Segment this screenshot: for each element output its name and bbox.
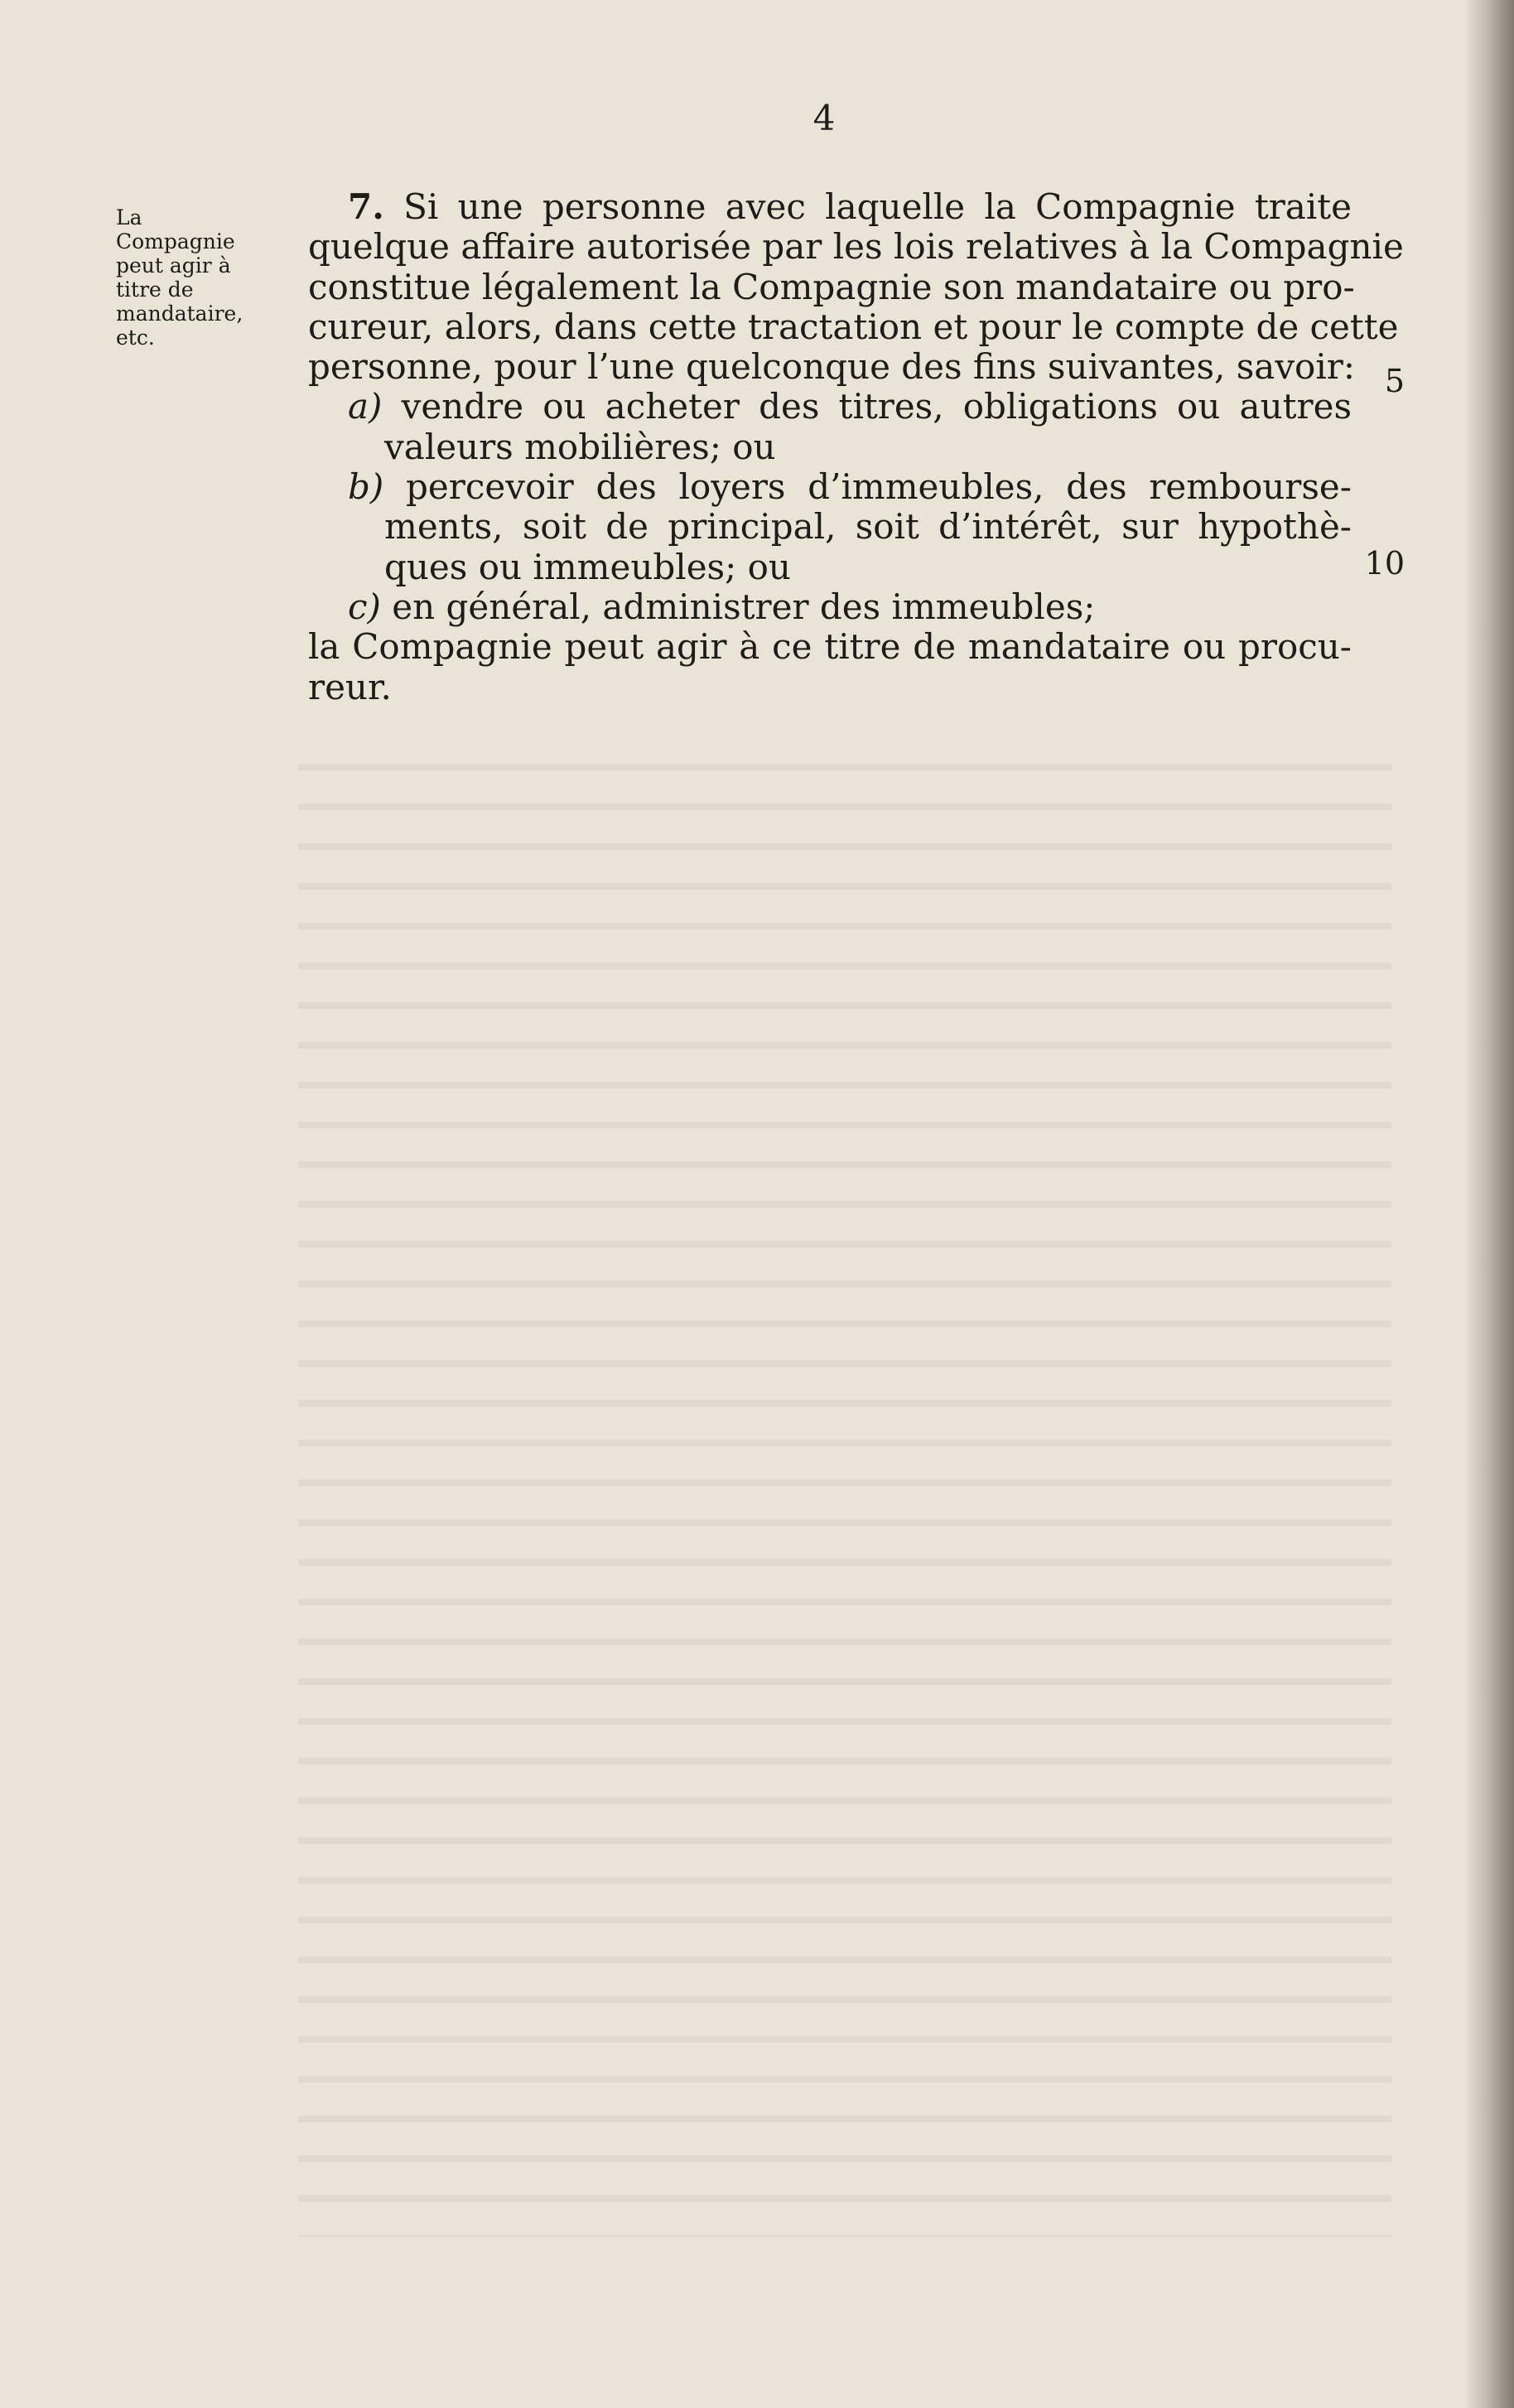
margin-note-line: La [116,205,142,229]
section-line: cureur, alors, dans cette tractation et pour le compte de cette [308,306,1399,347]
page-edge-shadow [1464,0,1514,2408]
margin-note-line: titre de [116,277,194,302]
line-number-5: 5 [1384,363,1405,399]
closing-line: reur. [308,666,392,707]
item-a-line [308,387,1352,427]
bleed-through-texture [298,746,1391,2237]
section-line: quelque affaire autorisée par les lois relatives à la Compagnie [308,226,1404,268]
item-b-letter: b) [348,466,384,508]
line-number-10: 10 [1364,545,1405,581]
item-b-line [308,467,1352,507]
item-b-line: ques ou immeubles; ou [384,546,791,587]
section-line [308,187,1352,227]
margin-note-line: etc. [116,326,155,350]
item-c-text: en général, administrer des immeubles; [392,586,1096,627]
section-number: 7. [348,186,384,227]
margin-note-line: Compagnie [116,229,235,253]
item-a-line: valeurs mobilières; ou [384,426,776,467]
margin-note [116,205,306,350]
item-c-line [308,587,1352,627]
item-a-letter: a) [348,386,383,427]
page-number: 4 [812,98,836,138]
section-line-text: Si une personne avec laquelle la Compagnie traite [403,186,1352,227]
item-b-line: ments, soit de principal, soit d’intérêt, sur hypothè- [384,506,1352,548]
section-line: constitue légalement la Compagnie son mandataire ou pro- [308,266,1355,307]
item-c-letter: c) [348,586,381,627]
margin-note-line: peut agir à [116,253,231,277]
margin-note-line: mandataire, [116,302,243,326]
section-line: personne, pour l’une quelconque des fins suivantes, savoir: [308,346,1355,388]
closing-line: la Compagnie peut agir à ce titre de mandataire ou procu- [308,626,1352,668]
item-b-text: percevoir des loyers d’immeubles, des rembourse- [406,466,1352,508]
item-a-text: vendre ou acheter des titres, obligations ou autres [401,386,1352,427]
